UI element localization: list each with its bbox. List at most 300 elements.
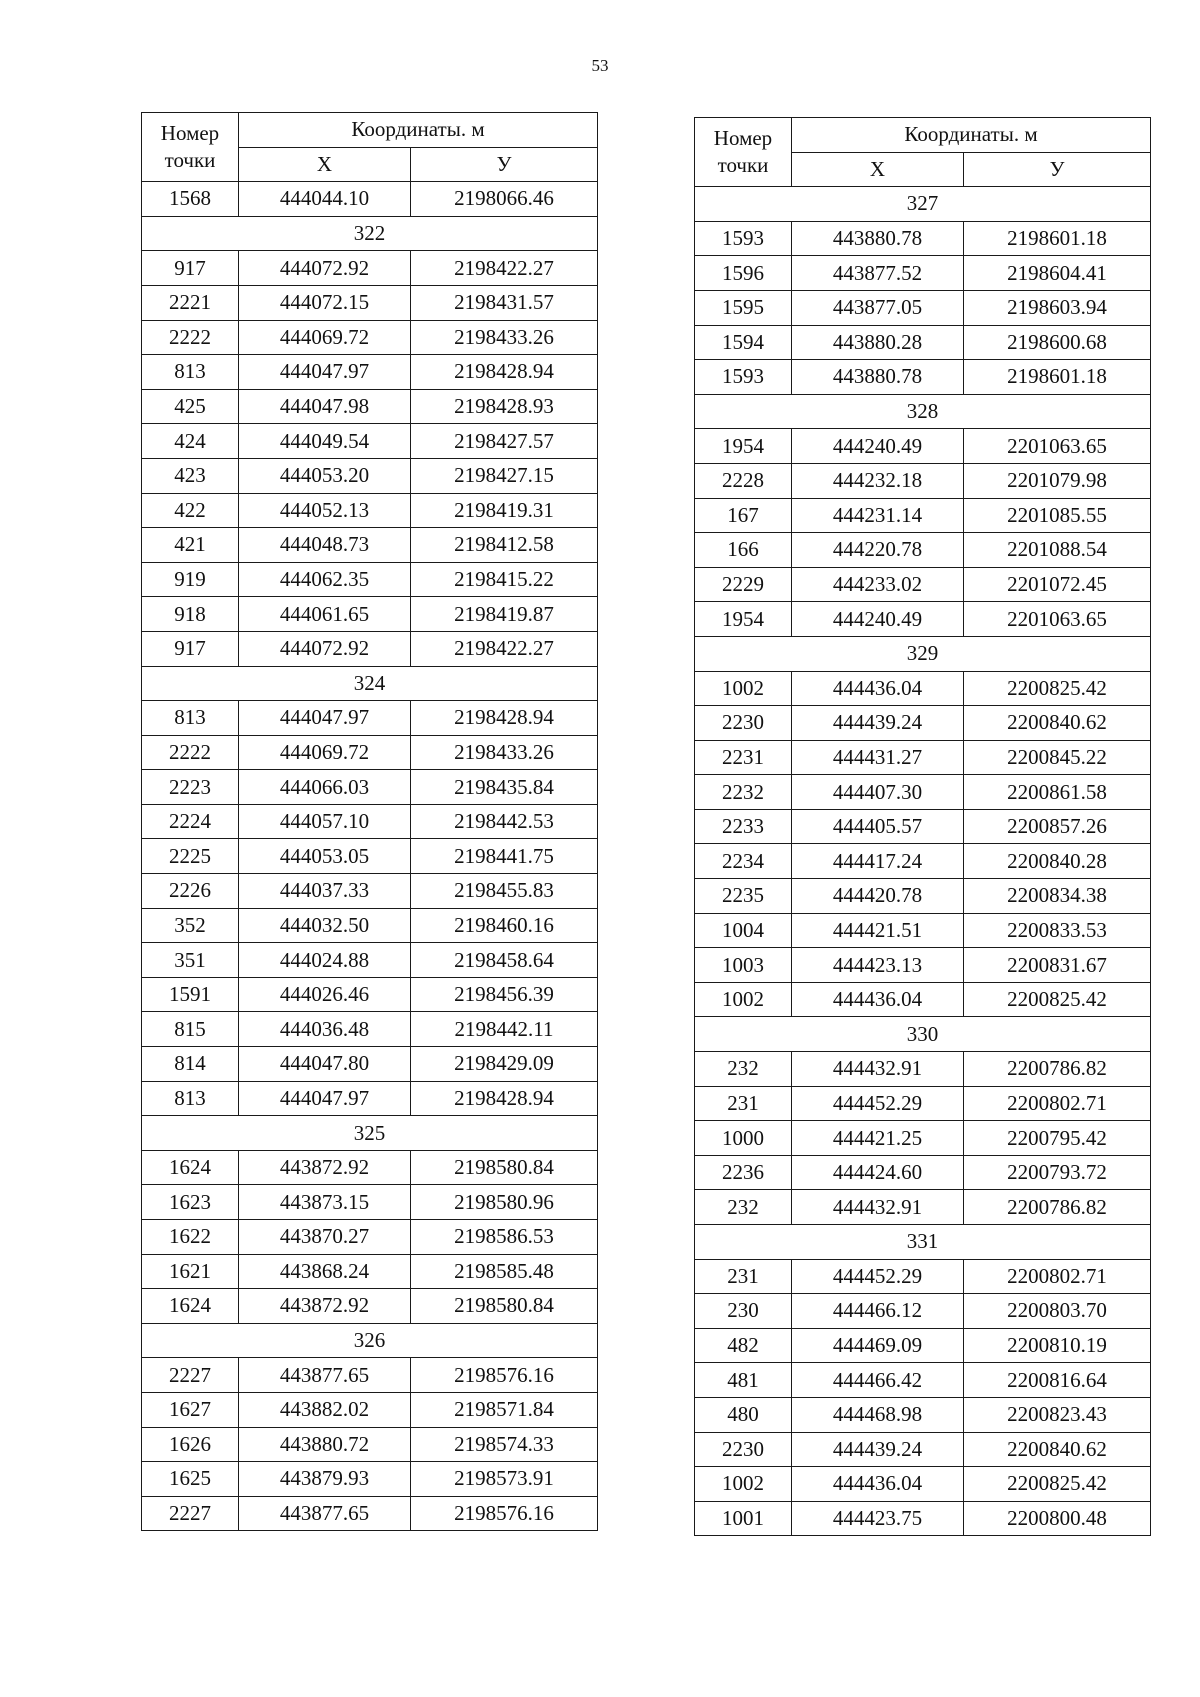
x-coordinate-cell: 444452.29 bbox=[792, 1259, 964, 1294]
table-row bbox=[695, 533, 1151, 568]
section-number: 329 bbox=[695, 636, 1151, 671]
table-row bbox=[142, 1220, 598, 1255]
y-coordinate-cell: 2200857.26 bbox=[964, 809, 1151, 844]
point-number-cell: 813 bbox=[142, 701, 239, 736]
point-number-cell: 917 bbox=[142, 251, 239, 286]
point-number-cell: 1594 bbox=[695, 325, 792, 360]
x-coordinate-cell: 444061.65 bbox=[239, 597, 411, 632]
y-coordinate-cell: 2198573.91 bbox=[411, 1462, 598, 1497]
x-coordinate-cell: 444024.88 bbox=[239, 943, 411, 978]
y-coordinate-cell: 2200831.67 bbox=[964, 948, 1151, 983]
x-header: X bbox=[792, 152, 964, 187]
x-coordinate-cell: 443870.27 bbox=[239, 1220, 411, 1255]
y-coordinate-cell: 2200840.62 bbox=[964, 1432, 1151, 1467]
x-coordinate-cell: 444232.18 bbox=[792, 463, 964, 498]
y-coordinate-cell: 2200840.28 bbox=[964, 844, 1151, 879]
point-number-cell: 1003 bbox=[695, 948, 792, 983]
table-row bbox=[695, 256, 1151, 291]
point-number-cell: 1000 bbox=[695, 1121, 792, 1156]
coordinates-table-right bbox=[694, 117, 1151, 1536]
x-coordinate-cell: 444436.04 bbox=[792, 982, 964, 1017]
point-number-cell: 231 bbox=[695, 1086, 792, 1121]
y-coordinate-cell: 2198603.94 bbox=[964, 290, 1151, 325]
x-coordinate-cell: 443877.65 bbox=[239, 1496, 411, 1531]
point-number-cell: 1593 bbox=[695, 221, 792, 256]
y-coordinate-cell: 2200823.43 bbox=[964, 1397, 1151, 1432]
point-number-cell: 2236 bbox=[695, 1155, 792, 1190]
table-row bbox=[142, 562, 598, 597]
table-row bbox=[695, 740, 1151, 775]
section-row bbox=[695, 187, 1151, 222]
point-number-header: Номер точки bbox=[142, 113, 239, 182]
section-number: 328 bbox=[695, 394, 1151, 429]
y-coordinate-cell: 2198412.58 bbox=[411, 528, 598, 563]
point-number-cell: 2229 bbox=[695, 567, 792, 602]
x-coordinate-cell: 444069.72 bbox=[239, 320, 411, 355]
y-coordinate-cell: 2198429.09 bbox=[411, 1047, 598, 1082]
point-number-cell: 1595 bbox=[695, 290, 792, 325]
y-coordinate-cell: 2198580.84 bbox=[411, 1150, 598, 1185]
table-row bbox=[142, 908, 598, 943]
x-coordinate-cell: 444468.98 bbox=[792, 1397, 964, 1432]
x-coordinate-cell: 444436.04 bbox=[792, 1467, 964, 1502]
point-number-cell: 815 bbox=[142, 1012, 239, 1047]
table-row bbox=[142, 770, 598, 805]
y-coordinate-cell: 2198428.93 bbox=[411, 389, 598, 424]
point-number-cell: 1954 bbox=[695, 429, 792, 464]
y-coordinate-cell: 2200810.19 bbox=[964, 1328, 1151, 1363]
x-coordinate-cell: 443880.72 bbox=[239, 1427, 411, 1462]
point-number-cell: 1623 bbox=[142, 1185, 239, 1220]
point-number-cell: 1004 bbox=[695, 913, 792, 948]
point-number-cell: 2230 bbox=[695, 1432, 792, 1467]
y-coordinate-cell: 2198586.53 bbox=[411, 1220, 598, 1255]
table-row bbox=[695, 1121, 1151, 1156]
table-row bbox=[695, 671, 1151, 706]
table-row bbox=[142, 804, 598, 839]
table-row bbox=[142, 355, 598, 390]
y-coordinate-cell: 2198427.57 bbox=[411, 424, 598, 459]
y-coordinate-cell: 2198460.16 bbox=[411, 908, 598, 943]
x-coordinate-cell: 444053.05 bbox=[239, 839, 411, 874]
point-number-cell: 2235 bbox=[695, 879, 792, 914]
table-row bbox=[695, 498, 1151, 533]
table-row bbox=[695, 913, 1151, 948]
x-coordinate-cell: 444439.24 bbox=[792, 1432, 964, 1467]
y-coordinate-cell: 2198428.94 bbox=[411, 701, 598, 736]
point-number-cell: 1591 bbox=[142, 977, 239, 1012]
x-coordinate-cell: 444405.57 bbox=[792, 809, 964, 844]
table-header-row bbox=[695, 118, 1151, 153]
point-number-cell: 232 bbox=[695, 1190, 792, 1225]
table-row bbox=[142, 285, 598, 320]
table-row bbox=[142, 1462, 598, 1497]
x-coordinate-cell: 444072.15 bbox=[239, 285, 411, 320]
x-coordinate-cell: 444057.10 bbox=[239, 804, 411, 839]
point-number-cell: 2232 bbox=[695, 775, 792, 810]
x-coordinate-cell: 444220.78 bbox=[792, 533, 964, 568]
point-number-cell: 425 bbox=[142, 389, 239, 424]
table-row bbox=[142, 631, 598, 666]
table-row bbox=[142, 701, 598, 736]
x-coordinate-cell: 444431.27 bbox=[792, 740, 964, 775]
section-row bbox=[142, 666, 598, 701]
table-row bbox=[695, 844, 1151, 879]
x-coordinate-cell: 443872.92 bbox=[239, 1150, 411, 1185]
x-coordinate-cell: 443880.78 bbox=[792, 221, 964, 256]
y-coordinate-cell: 2200825.42 bbox=[964, 1467, 1151, 1502]
y-coordinate-cell: 2200845.22 bbox=[964, 740, 1151, 775]
x-coordinate-cell: 444240.49 bbox=[792, 429, 964, 464]
point-number-cell: 2230 bbox=[695, 706, 792, 741]
point-number-cell: 2222 bbox=[142, 320, 239, 355]
x-coordinate-cell: 444069.72 bbox=[239, 735, 411, 770]
y-coordinate-cell: 2200800.48 bbox=[964, 1501, 1151, 1536]
table-row bbox=[695, 982, 1151, 1017]
table-row bbox=[695, 1259, 1151, 1294]
point-number-cell: 423 bbox=[142, 458, 239, 493]
table-row bbox=[142, 182, 598, 217]
point-number-cell: 232 bbox=[695, 1052, 792, 1087]
x-coordinate-cell: 443868.24 bbox=[239, 1254, 411, 1289]
point-number-cell: 813 bbox=[142, 1081, 239, 1116]
y-coordinate-cell: 2201088.54 bbox=[964, 533, 1151, 568]
x-coordinate-cell: 444044.10 bbox=[239, 182, 411, 217]
y-coordinate-cell: 2198422.27 bbox=[411, 251, 598, 286]
table-body-left bbox=[142, 182, 598, 1531]
x-coordinate-cell: 444466.12 bbox=[792, 1294, 964, 1329]
table-row bbox=[142, 1496, 598, 1531]
table-row bbox=[142, 1392, 598, 1427]
x-coordinate-cell: 444423.13 bbox=[792, 948, 964, 983]
point-number-cell: 352 bbox=[142, 908, 239, 943]
point-number-cell: 2221 bbox=[142, 285, 239, 320]
y-coordinate-cell: 2198428.94 bbox=[411, 355, 598, 390]
y-coordinate-cell: 2198455.83 bbox=[411, 874, 598, 909]
x-coordinate-cell: 444421.51 bbox=[792, 913, 964, 948]
x-coordinate-cell: 444047.98 bbox=[239, 389, 411, 424]
y-coordinate-cell: 2198571.84 bbox=[411, 1392, 598, 1427]
x-coordinate-cell: 444240.49 bbox=[792, 602, 964, 637]
y-coordinate-cell: 2200793.72 bbox=[964, 1155, 1151, 1190]
table-row bbox=[695, 221, 1151, 256]
x-coordinate-cell: 444047.97 bbox=[239, 1081, 411, 1116]
x-coordinate-cell: 444049.54 bbox=[239, 424, 411, 459]
y-coordinate-cell: 2198435.84 bbox=[411, 770, 598, 805]
y-coordinate-cell: 2200786.82 bbox=[964, 1052, 1151, 1087]
point-number-cell: 2227 bbox=[142, 1496, 239, 1531]
x-coordinate-cell: 444053.20 bbox=[239, 458, 411, 493]
table-row bbox=[695, 1328, 1151, 1363]
point-number-cell: 1002 bbox=[695, 1467, 792, 1502]
x-coordinate-cell: 444452.29 bbox=[792, 1086, 964, 1121]
table-row bbox=[695, 1190, 1151, 1225]
point-number-cell: 814 bbox=[142, 1047, 239, 1082]
x-coordinate-cell: 443880.28 bbox=[792, 325, 964, 360]
x-coordinate-cell: 444026.46 bbox=[239, 977, 411, 1012]
point-number-cell: 2223 bbox=[142, 770, 239, 805]
table-row bbox=[142, 320, 598, 355]
table-row bbox=[695, 1432, 1151, 1467]
y-coordinate-cell: 2198427.15 bbox=[411, 458, 598, 493]
section-number: 327 bbox=[695, 187, 1151, 222]
y-coordinate-cell: 2200840.62 bbox=[964, 706, 1151, 741]
section-row bbox=[695, 636, 1151, 671]
y-coordinate-cell: 2198576.16 bbox=[411, 1358, 598, 1393]
section-row bbox=[142, 1323, 598, 1358]
y-coordinate-cell: 2198600.68 bbox=[964, 325, 1151, 360]
point-number-cell: 1626 bbox=[142, 1427, 239, 1462]
y-coordinate-cell: 2200802.71 bbox=[964, 1086, 1151, 1121]
x-coordinate-cell: 444421.25 bbox=[792, 1121, 964, 1156]
section-number: 331 bbox=[695, 1225, 1151, 1260]
x-coordinate-cell: 443873.15 bbox=[239, 1185, 411, 1220]
x-coordinate-cell: 444420.78 bbox=[792, 879, 964, 914]
y-coordinate-cell: 2200861.58 bbox=[964, 775, 1151, 810]
table-row bbox=[695, 325, 1151, 360]
table-row bbox=[142, 1047, 598, 1082]
x-coordinate-cell: 444047.97 bbox=[239, 701, 411, 736]
point-number-cell: 2226 bbox=[142, 874, 239, 909]
x-coordinate-cell: 443882.02 bbox=[239, 1392, 411, 1427]
table-row bbox=[695, 567, 1151, 602]
table-row bbox=[695, 602, 1151, 637]
table-row bbox=[142, 1289, 598, 1324]
x-coordinate-cell: 443877.65 bbox=[239, 1358, 411, 1393]
table-row bbox=[695, 360, 1151, 395]
point-number-cell: 2231 bbox=[695, 740, 792, 775]
table-row bbox=[142, 1427, 598, 1462]
coordinates-header: Координаты. м bbox=[239, 113, 598, 148]
y-header: У bbox=[411, 147, 598, 182]
point-number-header: Номер точки bbox=[695, 118, 792, 187]
x-coordinate-cell: 444469.09 bbox=[792, 1328, 964, 1363]
y-coordinate-cell: 2198458.64 bbox=[411, 943, 598, 978]
x-coordinate-cell: 444233.02 bbox=[792, 567, 964, 602]
point-number-cell: 2234 bbox=[695, 844, 792, 879]
point-number-cell: 1593 bbox=[695, 360, 792, 395]
y-coordinate-cell: 2198433.26 bbox=[411, 320, 598, 355]
point-number-cell: 1624 bbox=[142, 1289, 239, 1324]
table-row bbox=[142, 493, 598, 528]
point-number-cell: 1568 bbox=[142, 182, 239, 217]
x-coordinate-cell: 443880.78 bbox=[792, 360, 964, 395]
point-number-cell: 2224 bbox=[142, 804, 239, 839]
x-header: X bbox=[239, 147, 411, 182]
x-coordinate-cell: 444436.04 bbox=[792, 671, 964, 706]
y-coordinate-cell: 2198419.31 bbox=[411, 493, 598, 528]
point-number-cell: 231 bbox=[695, 1259, 792, 1294]
table-row bbox=[695, 1467, 1151, 1502]
table-row bbox=[695, 1397, 1151, 1432]
x-coordinate-cell: 444432.91 bbox=[792, 1190, 964, 1225]
x-coordinate-cell: 443877.52 bbox=[792, 256, 964, 291]
point-number-cell: 1001 bbox=[695, 1501, 792, 1536]
table-row bbox=[142, 424, 598, 459]
y-coordinate-cell: 2198576.16 bbox=[411, 1496, 598, 1531]
y-coordinate-cell: 2201079.98 bbox=[964, 463, 1151, 498]
table-row bbox=[142, 1081, 598, 1116]
y-coordinate-cell: 2198441.75 bbox=[411, 839, 598, 874]
x-coordinate-cell: 444432.91 bbox=[792, 1052, 964, 1087]
y-coordinate-cell: 2198574.33 bbox=[411, 1427, 598, 1462]
point-number-cell: 1622 bbox=[142, 1220, 239, 1255]
table-header-row bbox=[142, 113, 598, 148]
table-row bbox=[695, 706, 1151, 741]
point-number-cell: 230 bbox=[695, 1294, 792, 1329]
point-number-cell: 1621 bbox=[142, 1254, 239, 1289]
x-coordinate-cell: 444417.24 bbox=[792, 844, 964, 879]
section-row bbox=[695, 1225, 1151, 1260]
y-coordinate-cell: 2198442.53 bbox=[411, 804, 598, 839]
coordinates-header: Координаты. м bbox=[792, 118, 1151, 153]
section-row bbox=[142, 1116, 598, 1151]
table-row bbox=[142, 1012, 598, 1047]
point-number-cell: 1627 bbox=[142, 1392, 239, 1427]
y-coordinate-cell: 2198580.84 bbox=[411, 1289, 598, 1324]
point-number-cell: 2225 bbox=[142, 839, 239, 874]
y-coordinate-cell: 2198601.18 bbox=[964, 221, 1151, 256]
point-number-cell: 2228 bbox=[695, 463, 792, 498]
y-coordinate-cell: 2198585.48 bbox=[411, 1254, 598, 1289]
y-coordinate-cell: 2198431.57 bbox=[411, 285, 598, 320]
table-row bbox=[142, 389, 598, 424]
table-row bbox=[695, 1363, 1151, 1398]
y-header: У bbox=[964, 152, 1151, 187]
point-number-cell: 421 bbox=[142, 528, 239, 563]
y-coordinate-cell: 2198580.96 bbox=[411, 1185, 598, 1220]
table-row bbox=[142, 1254, 598, 1289]
x-coordinate-cell: 444037.33 bbox=[239, 874, 411, 909]
y-coordinate-cell: 2200825.42 bbox=[964, 982, 1151, 1017]
section-number: 322 bbox=[142, 216, 598, 251]
y-coordinate-cell: 2198419.87 bbox=[411, 597, 598, 632]
point-number-cell: 1624 bbox=[142, 1150, 239, 1185]
table-row bbox=[142, 977, 598, 1012]
page-number: 53 bbox=[591, 56, 609, 75]
coordinates-table-left bbox=[141, 112, 598, 1531]
section-number: 330 bbox=[695, 1017, 1151, 1052]
y-coordinate-cell: 2200825.42 bbox=[964, 671, 1151, 706]
x-coordinate-cell: 443872.92 bbox=[239, 1289, 411, 1324]
section-row bbox=[142, 216, 598, 251]
point-number-cell: 480 bbox=[695, 1397, 792, 1432]
table-row bbox=[142, 839, 598, 874]
x-coordinate-cell: 444423.75 bbox=[792, 1501, 964, 1536]
point-number-cell: 1625 bbox=[142, 1462, 239, 1497]
table-row bbox=[695, 1294, 1151, 1329]
table-row bbox=[142, 458, 598, 493]
table-row bbox=[695, 463, 1151, 498]
table-row bbox=[695, 1052, 1151, 1087]
x-coordinate-cell: 444466.42 bbox=[792, 1363, 964, 1398]
section-row bbox=[695, 1017, 1151, 1052]
table-row bbox=[695, 879, 1151, 914]
table-row bbox=[695, 1501, 1151, 1536]
point-number-cell: 1954 bbox=[695, 602, 792, 637]
y-coordinate-cell: 2200802.71 bbox=[964, 1259, 1151, 1294]
y-coordinate-cell: 2198422.27 bbox=[411, 631, 598, 666]
y-coordinate-cell: 2198604.41 bbox=[964, 256, 1151, 291]
section-number: 325 bbox=[142, 1116, 598, 1151]
table-row bbox=[695, 429, 1151, 464]
y-coordinate-cell: 2198415.22 bbox=[411, 562, 598, 597]
point-number-cell: 917 bbox=[142, 631, 239, 666]
y-coordinate-cell: 2200833.53 bbox=[964, 913, 1151, 948]
table-row bbox=[142, 735, 598, 770]
point-number-cell: 482 bbox=[695, 1328, 792, 1363]
x-coordinate-cell: 444048.73 bbox=[239, 528, 411, 563]
x-coordinate-cell: 443879.93 bbox=[239, 1462, 411, 1497]
table-row bbox=[142, 1185, 598, 1220]
point-number-cell: 1002 bbox=[695, 671, 792, 706]
point-number-cell: 813 bbox=[142, 355, 239, 390]
table-row bbox=[695, 1086, 1151, 1121]
point-number-cell: 919 bbox=[142, 562, 239, 597]
point-number-cell: 2233 bbox=[695, 809, 792, 844]
point-number-cell: 351 bbox=[142, 943, 239, 978]
x-coordinate-cell: 444439.24 bbox=[792, 706, 964, 741]
table-row bbox=[142, 1150, 598, 1185]
y-coordinate-cell: 2198433.26 bbox=[411, 735, 598, 770]
point-number-cell: 167 bbox=[695, 498, 792, 533]
point-number-cell: 422 bbox=[142, 493, 239, 528]
y-coordinate-cell: 2200834.38 bbox=[964, 879, 1151, 914]
table-row bbox=[142, 251, 598, 286]
x-coordinate-cell: 444032.50 bbox=[239, 908, 411, 943]
table-row bbox=[142, 1358, 598, 1393]
y-coordinate-cell: 2201085.55 bbox=[964, 498, 1151, 533]
point-number-cell: 1596 bbox=[695, 256, 792, 291]
point-number-cell: 918 bbox=[142, 597, 239, 632]
x-coordinate-cell: 443877.05 bbox=[792, 290, 964, 325]
point-number-cell: 424 bbox=[142, 424, 239, 459]
table-row bbox=[142, 528, 598, 563]
x-coordinate-cell: 444231.14 bbox=[792, 498, 964, 533]
y-coordinate-cell: 2200816.64 bbox=[964, 1363, 1151, 1398]
y-coordinate-cell: 2201072.45 bbox=[964, 567, 1151, 602]
table-body-right bbox=[695, 187, 1151, 1536]
table-row bbox=[142, 874, 598, 909]
y-coordinate-cell: 2201063.65 bbox=[964, 429, 1151, 464]
x-coordinate-cell: 444036.48 bbox=[239, 1012, 411, 1047]
x-coordinate-cell: 444072.92 bbox=[239, 251, 411, 286]
table-row bbox=[695, 1155, 1151, 1190]
point-number-cell: 481 bbox=[695, 1363, 792, 1398]
x-coordinate-cell: 444047.97 bbox=[239, 355, 411, 390]
y-coordinate-cell: 2198428.94 bbox=[411, 1081, 598, 1116]
y-coordinate-cell: 2200803.70 bbox=[964, 1294, 1151, 1329]
x-coordinate-cell: 444407.30 bbox=[792, 775, 964, 810]
y-coordinate-cell: 2198442.11 bbox=[411, 1012, 598, 1047]
y-coordinate-cell: 2200795.42 bbox=[964, 1121, 1151, 1156]
y-coordinate-cell: 2198601.18 bbox=[964, 360, 1151, 395]
y-coordinate-cell: 2198456.39 bbox=[411, 977, 598, 1012]
x-coordinate-cell: 444072.92 bbox=[239, 631, 411, 666]
table-row bbox=[142, 943, 598, 978]
point-number-cell: 2222 bbox=[142, 735, 239, 770]
y-coordinate-cell: 2198066.46 bbox=[411, 182, 598, 217]
x-coordinate-cell: 444047.80 bbox=[239, 1047, 411, 1082]
table-row bbox=[695, 809, 1151, 844]
x-coordinate-cell: 444062.35 bbox=[239, 562, 411, 597]
point-number-cell: 1002 bbox=[695, 982, 792, 1017]
table-row bbox=[695, 948, 1151, 983]
table-row bbox=[142, 597, 598, 632]
x-coordinate-cell: 444066.03 bbox=[239, 770, 411, 805]
table-row bbox=[695, 290, 1151, 325]
section-row bbox=[695, 394, 1151, 429]
